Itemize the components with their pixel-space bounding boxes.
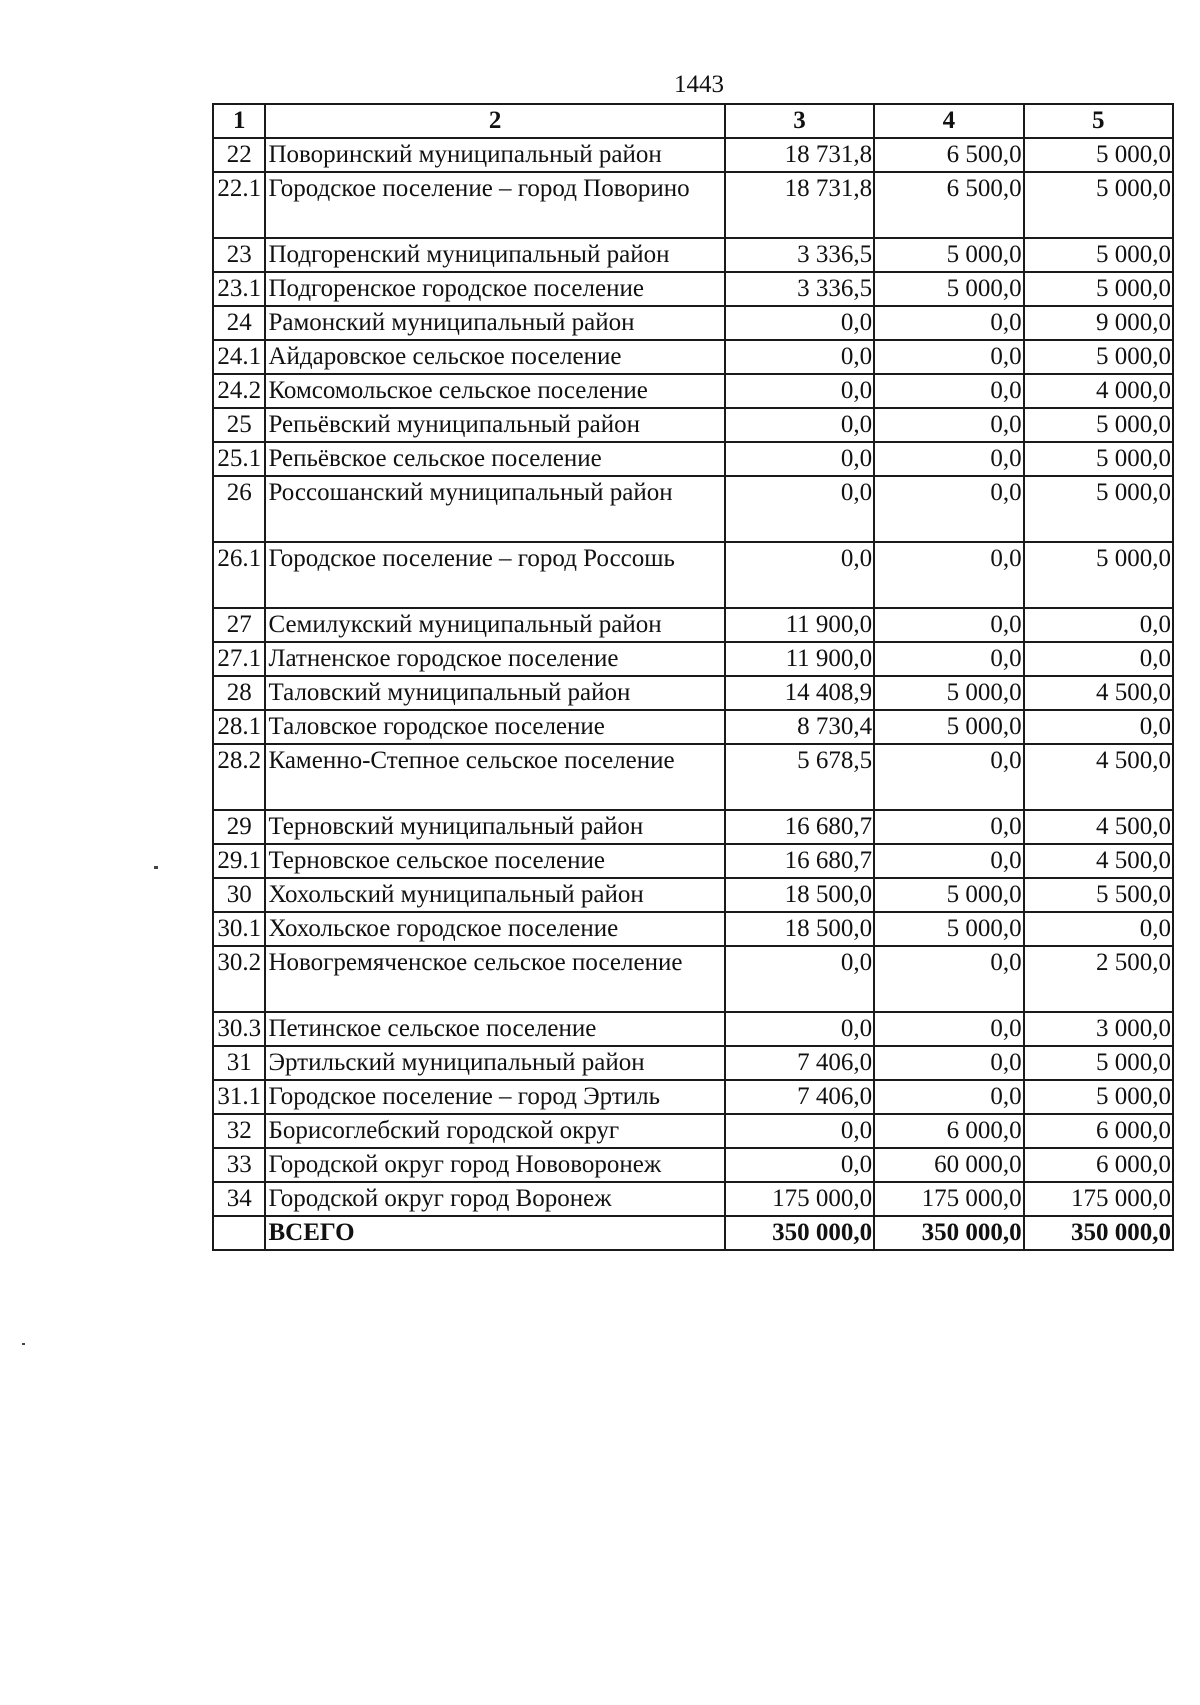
value-col-4: 0,0 (874, 810, 1023, 844)
value-col-3: 16 680,7 (725, 810, 874, 844)
table-row (213, 306, 1173, 340)
value-col-4: 5 000,0 (874, 710, 1023, 744)
value-col-4: 5 000,0 (874, 238, 1023, 272)
municipality-name: Поворинский муниципальный район (265, 138, 724, 172)
value-col-3: 18 731,8 (725, 172, 874, 238)
row-number: 28.2 (213, 744, 265, 810)
municipality-name: Городской округ город Воронеж (265, 1182, 724, 1216)
table-row (213, 1182, 1173, 1216)
table-row (213, 844, 1173, 878)
value-col-4: 0,0 (874, 1012, 1023, 1046)
table-row (213, 340, 1173, 374)
table-row (213, 138, 1173, 172)
municipality-name: Борисоглебский городской округ (265, 1114, 724, 1148)
value-col-5: 5 000,0 (1024, 476, 1173, 542)
value-col-5: 4 500,0 (1024, 810, 1173, 844)
table-row (213, 1046, 1173, 1080)
table-row (213, 1148, 1173, 1182)
value-col-3: 18 731,8 (725, 138, 874, 172)
value-col-3: 0,0 (725, 306, 874, 340)
table-row (213, 1012, 1173, 1046)
value-col-3: 8 730,4 (725, 710, 874, 744)
municipality-name: Репьёвский муниципальный район (265, 408, 724, 442)
value-col-5: 5 000,0 (1024, 542, 1173, 608)
value-col-3: 0,0 (725, 374, 874, 408)
row-number: 24.2 (213, 374, 265, 408)
value-col-4: 0,0 (874, 608, 1023, 642)
value-col-3: 0,0 (725, 340, 874, 374)
municipality-name: Городское поселение – город Поворино (265, 172, 724, 238)
municipality-name: Комсомольское сельское поселение (265, 374, 724, 408)
value-col-3: 3 336,5 (725, 238, 874, 272)
value-col-5: 4 500,0 (1024, 844, 1173, 878)
municipality-name: Каменно-Степное сельское поселение (265, 744, 724, 810)
row-number: 31.1 (213, 1080, 265, 1114)
row-number: 29 (213, 810, 265, 844)
scan-speck (154, 866, 158, 869)
row-number: 22 (213, 138, 265, 172)
value-col-5: 0,0 (1024, 912, 1173, 946)
value-col-4: 5 000,0 (874, 272, 1023, 306)
value-col-4: 175 000,0 (874, 1182, 1023, 1216)
value-col-5: 6 000,0 (1024, 1148, 1173, 1182)
municipality-name: Терновский муниципальный район (265, 810, 724, 844)
total-row (213, 1216, 1173, 1250)
table-row (213, 442, 1173, 476)
municipality-name: Таловское городское поселение (265, 710, 724, 744)
allocation-table (212, 103, 1174, 1251)
table-row (213, 1114, 1173, 1148)
value-col-4: 350 000,0 (874, 1216, 1023, 1250)
value-col-3: 0,0 (725, 408, 874, 442)
value-col-4: 6 500,0 (874, 172, 1023, 238)
value-col-5: 5 000,0 (1024, 408, 1173, 442)
table-row (213, 172, 1173, 238)
value-col-5: 5 500,0 (1024, 878, 1173, 912)
municipality-name: Новогремяченское сельское поселение (265, 946, 724, 1012)
value-col-5: 5 000,0 (1024, 172, 1173, 238)
municipality-name: Семилукский муниципальный район (265, 608, 724, 642)
municipality-name: Репьёвское сельское поселение (265, 442, 724, 476)
value-col-3: 0,0 (725, 1114, 874, 1148)
row-number: 26.1 (213, 542, 265, 608)
value-col-4: 0,0 (874, 542, 1023, 608)
value-col-3: 0,0 (725, 476, 874, 542)
value-col-3: 0,0 (725, 542, 874, 608)
column-header-4: 4 (874, 104, 1023, 138)
value-col-4: 0,0 (874, 1080, 1023, 1114)
value-col-4: 0,0 (874, 408, 1023, 442)
municipality-name: Городское поселение – город Эртиль (265, 1080, 724, 1114)
value-col-4: 0,0 (874, 476, 1023, 542)
municipality-name: ВСЕГО (265, 1216, 724, 1250)
row-number: 24 (213, 306, 265, 340)
value-col-5: 175 000,0 (1024, 1182, 1173, 1216)
municipality-name: Рамонский муниципальный район (265, 306, 724, 340)
value-col-4: 0,0 (874, 844, 1023, 878)
value-col-4: 60 000,0 (874, 1148, 1023, 1182)
value-col-5: 5 000,0 (1024, 340, 1173, 374)
value-col-5: 5 000,0 (1024, 238, 1173, 272)
scan-speck (22, 1343, 25, 1345)
value-col-4: 6 500,0 (874, 138, 1023, 172)
value-col-3: 5 678,5 (725, 744, 874, 810)
value-col-4: 5 000,0 (874, 878, 1023, 912)
value-col-5: 5 000,0 (1024, 272, 1173, 306)
municipality-name: Городской округ город Нововоронеж (265, 1148, 724, 1182)
table-row (213, 878, 1173, 912)
value-col-5: 6 000,0 (1024, 1114, 1173, 1148)
value-col-5: 4 000,0 (1024, 374, 1173, 408)
municipality-name: Хохольский муниципальный район (265, 878, 724, 912)
table-row (213, 374, 1173, 408)
table-row (213, 238, 1173, 272)
value-col-5: 5 000,0 (1024, 138, 1173, 172)
row-number (213, 1216, 265, 1250)
value-col-4: 6 000,0 (874, 1114, 1023, 1148)
row-number: 25 (213, 408, 265, 442)
value-col-5: 9 000,0 (1024, 306, 1173, 340)
value-col-4: 0,0 (874, 946, 1023, 1012)
value-col-4: 5 000,0 (874, 676, 1023, 710)
table-row (213, 642, 1173, 676)
row-number: 33 (213, 1148, 265, 1182)
municipality-name: Городское поселение – город Россошь (265, 542, 724, 608)
row-number: 30.3 (213, 1012, 265, 1046)
municipality-name: Айдаровское сельское поселение (265, 340, 724, 374)
value-col-4: 0,0 (874, 374, 1023, 408)
table-row (213, 608, 1173, 642)
municipality-name: Латненское городское поселение (265, 642, 724, 676)
row-number: 26 (213, 476, 265, 542)
table-row (213, 912, 1173, 946)
value-col-3: 14 408,9 (725, 676, 874, 710)
row-number: 24.1 (213, 340, 265, 374)
row-number: 27.1 (213, 642, 265, 676)
municipality-name: Эртильский муниципальный район (265, 1046, 724, 1080)
table-row (213, 744, 1173, 810)
value-col-4: 0,0 (874, 442, 1023, 476)
value-col-3: 18 500,0 (725, 912, 874, 946)
value-col-5: 3 000,0 (1024, 1012, 1173, 1046)
value-col-5: 4 500,0 (1024, 676, 1173, 710)
row-number: 28 (213, 676, 265, 710)
value-col-3: 175 000,0 (725, 1182, 874, 1216)
value-col-5: 5 000,0 (1024, 1046, 1173, 1080)
value-col-3: 11 900,0 (725, 642, 874, 676)
value-col-5: 0,0 (1024, 710, 1173, 744)
value-col-3: 18 500,0 (725, 878, 874, 912)
row-number: 22.1 (213, 172, 265, 238)
column-header-3: 3 (725, 104, 874, 138)
table-row (213, 408, 1173, 442)
value-col-3: 0,0 (725, 1148, 874, 1182)
value-col-3: 16 680,7 (725, 844, 874, 878)
value-col-3: 0,0 (725, 1012, 874, 1046)
value-col-3: 11 900,0 (725, 608, 874, 642)
municipality-name: Терновское сельское поселение (265, 844, 724, 878)
row-number: 28.1 (213, 710, 265, 744)
value-col-5: 5 000,0 (1024, 1080, 1173, 1114)
table-row (213, 710, 1173, 744)
value-col-3: 0,0 (725, 946, 874, 1012)
row-number: 27 (213, 608, 265, 642)
municipality-name: Подгоренское городское поселение (265, 272, 724, 306)
value-col-3: 0,0 (725, 442, 874, 476)
municipality-name: Хохольское городское поселение (265, 912, 724, 946)
table-row (213, 542, 1173, 608)
municipality-name: Таловский муниципальный район (265, 676, 724, 710)
row-number: 25.1 (213, 442, 265, 476)
row-number: 23.1 (213, 272, 265, 306)
table-row (213, 810, 1173, 844)
row-number: 30.2 (213, 946, 265, 1012)
value-col-3: 7 406,0 (725, 1046, 874, 1080)
table-row (213, 946, 1173, 1012)
value-col-4: 0,0 (874, 642, 1023, 676)
value-col-4: 5 000,0 (874, 912, 1023, 946)
value-col-3: 7 406,0 (725, 1080, 874, 1114)
value-col-5: 0,0 (1024, 642, 1173, 676)
value-col-4: 0,0 (874, 1046, 1023, 1080)
municipality-name: Россошанский муниципальный район (265, 476, 724, 542)
row-number: 30 (213, 878, 265, 912)
column-header-2: 2 (265, 104, 724, 138)
table-row (213, 272, 1173, 306)
row-number: 32 (213, 1114, 265, 1148)
value-col-3: 3 336,5 (725, 272, 874, 306)
value-col-5: 4 500,0 (1024, 744, 1173, 810)
column-header-5: 5 (1024, 104, 1173, 138)
value-col-4: 0,0 (874, 744, 1023, 810)
column-header-1: 1 (213, 104, 265, 138)
value-col-5: 350 000,0 (1024, 1216, 1173, 1250)
row-number: 31 (213, 1046, 265, 1080)
row-number: 34 (213, 1182, 265, 1216)
value-col-4: 0,0 (874, 306, 1023, 340)
table-header-row (213, 104, 1173, 138)
value-col-4: 0,0 (874, 340, 1023, 374)
table-row (213, 1080, 1173, 1114)
table-row (213, 476, 1173, 542)
row-number: 23 (213, 238, 265, 272)
value-col-5: 5 000,0 (1024, 442, 1173, 476)
municipality-name: Петинское сельское поселение (265, 1012, 724, 1046)
value-col-5: 0,0 (1024, 608, 1173, 642)
value-col-3: 350 000,0 (725, 1216, 874, 1250)
table-row (213, 676, 1173, 710)
municipality-name: Подгоренский муниципальный район (265, 238, 724, 272)
row-number: 30.1 (213, 912, 265, 946)
value-col-5: 2 500,0 (1024, 946, 1173, 1012)
row-number: 29.1 (213, 844, 265, 878)
page-number: 1443 (674, 71, 724, 98)
